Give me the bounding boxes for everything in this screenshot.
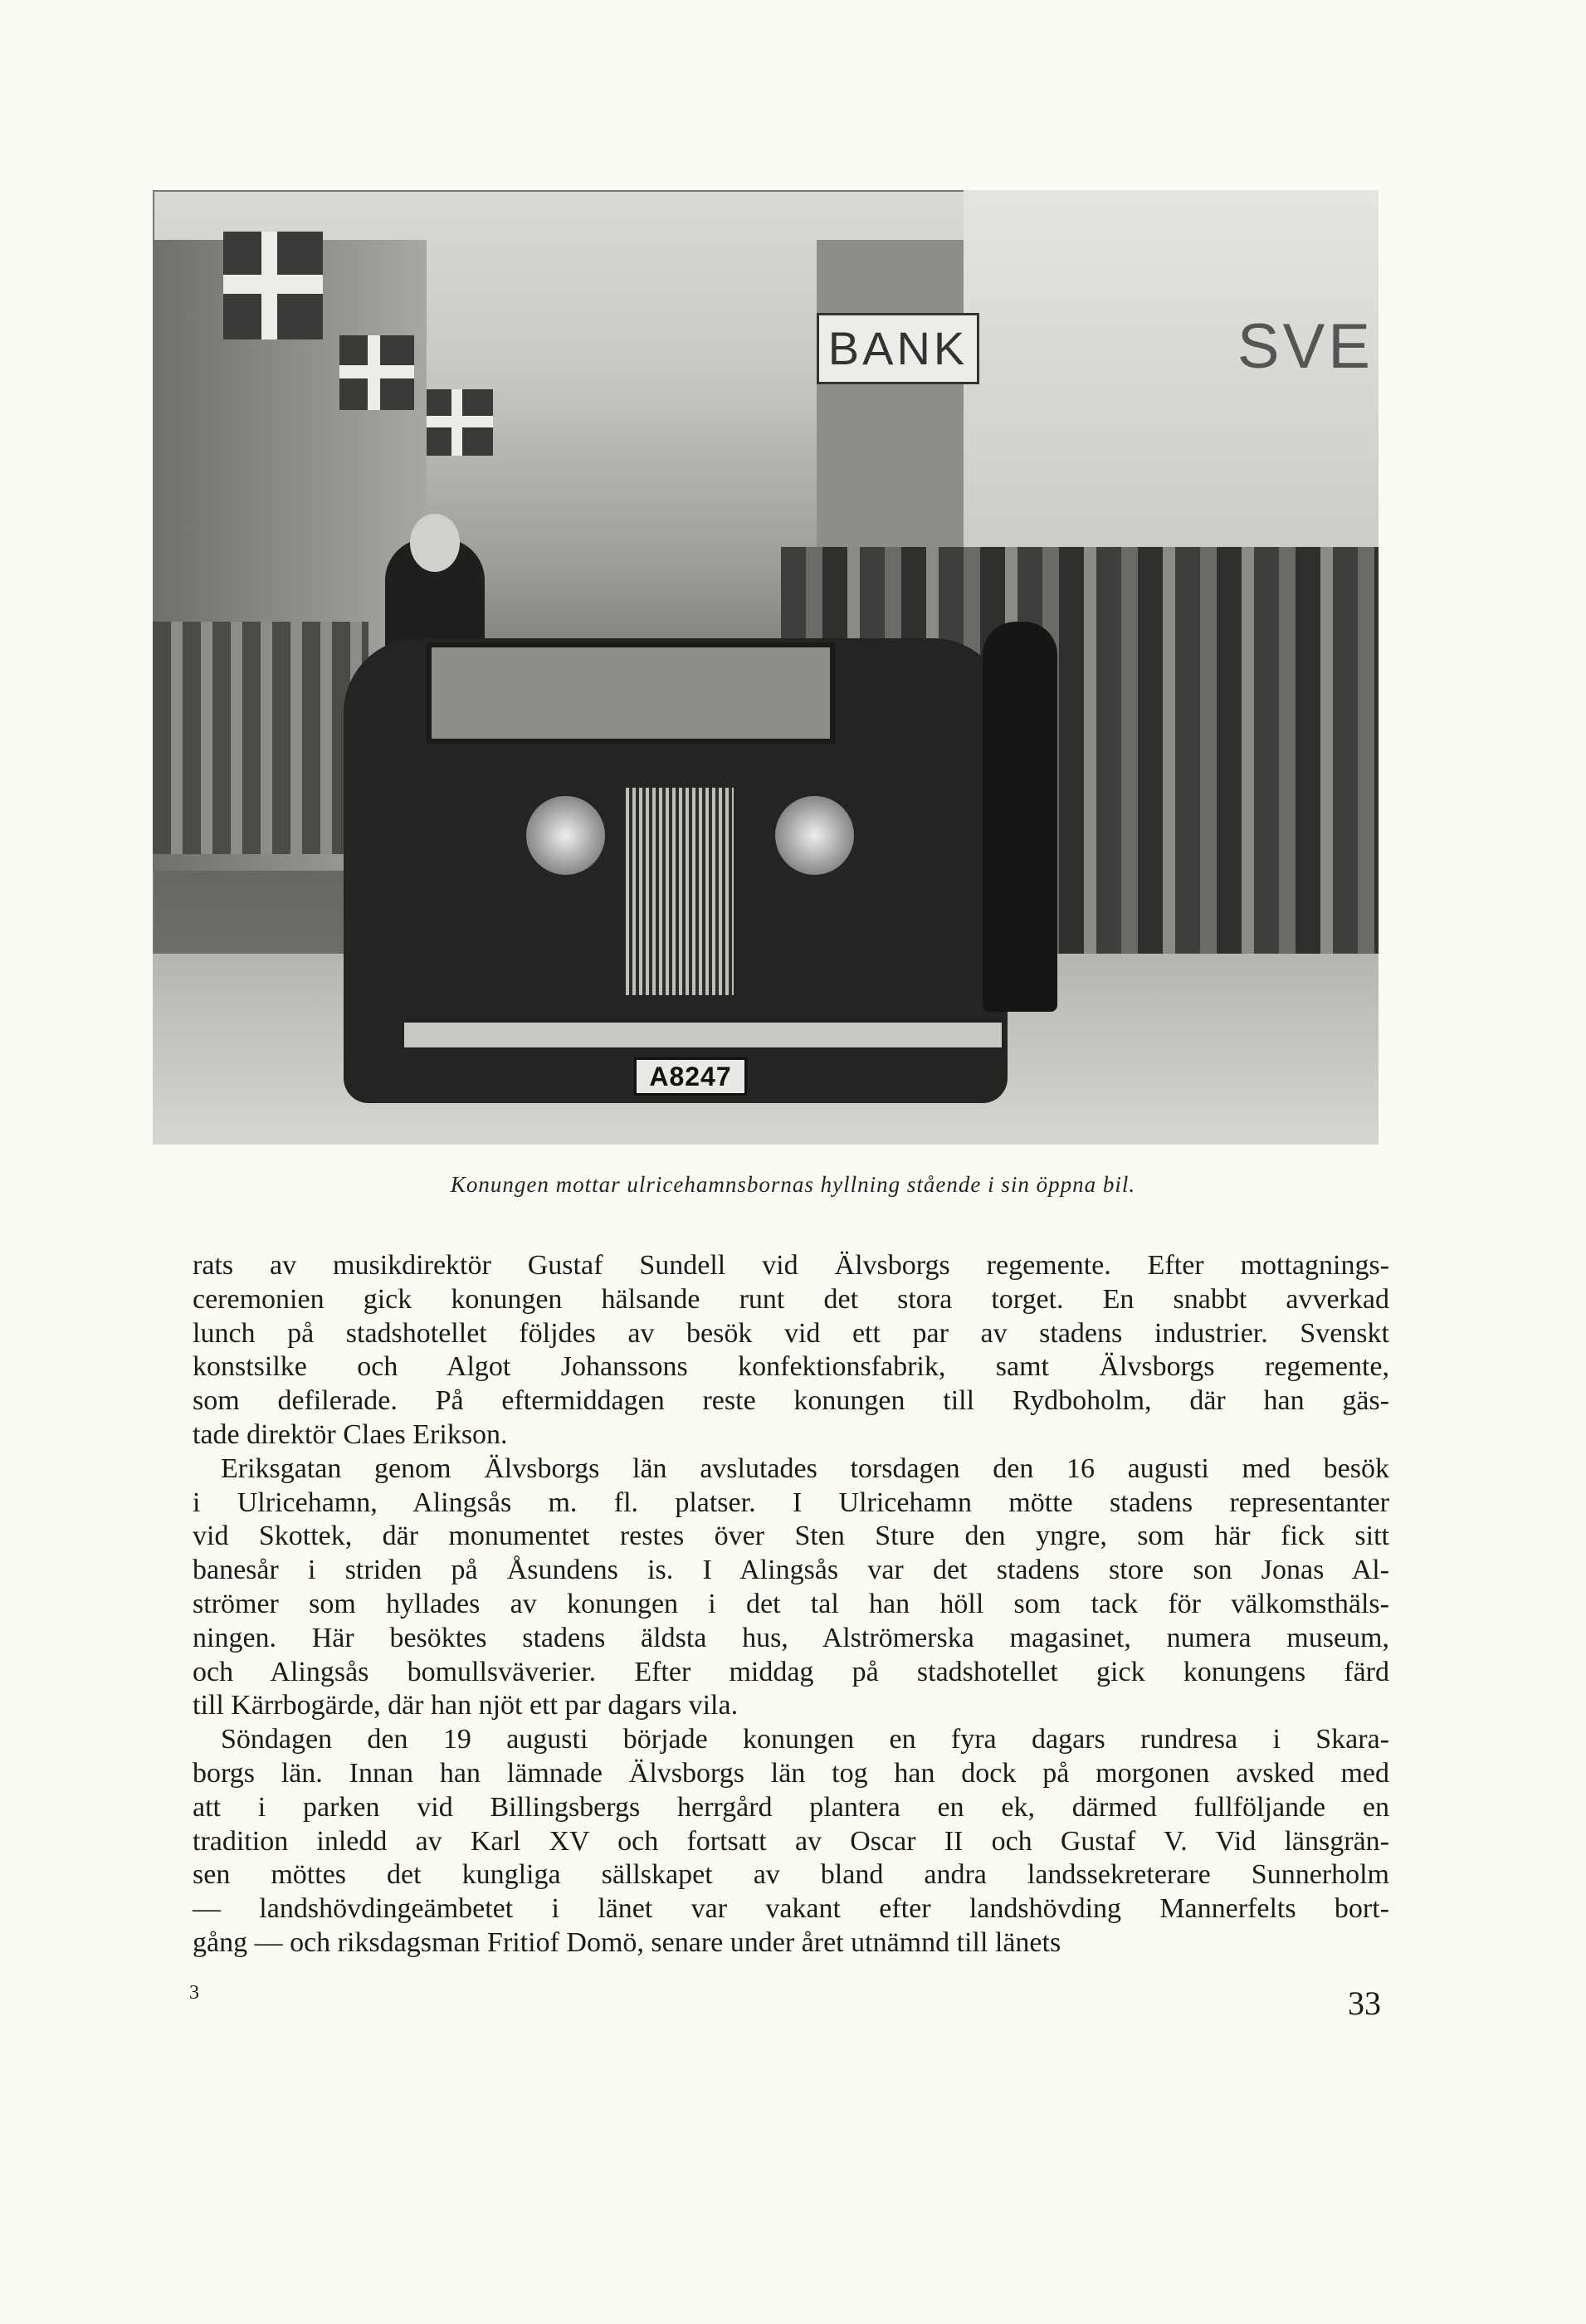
text-line: lunch på stadshotellet följdes av besök vid ett par av stadens industrier. Svenskt xyxy=(193,1317,1389,1349)
text-line: ceremonien gick konungen hälsande runt det stora torget. En snabbt avverkad xyxy=(193,1283,1389,1315)
body-text xyxy=(193,1249,1389,1960)
text-line: Eriksgatan genom Älvsborgs län avslutades torsdagen den 16 augusti med besök xyxy=(221,1452,1389,1484)
text-line: sen möttes det kungliga sällskapet av bland andra landssekreterare Sunnerholm xyxy=(193,1859,1389,1891)
swedish-flag xyxy=(223,232,323,339)
text-line: till Kärrbogärde, där han njöt ett par dagars vila. xyxy=(193,1690,739,1721)
page-number: 33 xyxy=(1348,1985,1381,2022)
text-line: konstsilke och Algot Johanssons konfektionsfabrik, samt Älvsborgs regemente, xyxy=(193,1351,1389,1383)
photo-caption: Konungen mottar ulricehamnsbornas hyllning stående i sin öppna bil. xyxy=(450,1172,1136,1197)
license-plate: A8247 xyxy=(634,1057,747,1096)
photograph-king-in-open-car xyxy=(153,190,1379,1145)
bank-sign: BANK xyxy=(817,313,979,384)
signature-mark: 3 xyxy=(189,1982,199,2004)
king-head xyxy=(410,514,460,572)
car-grille xyxy=(626,788,734,995)
text-line: borgs län. Innan han lämnade Älvsborgs län tog han dock på morgonen avsked med xyxy=(193,1757,1389,1789)
text-line: och Alingsås bomullsväverier. Efter middag på stadshotellet gick konungens färd xyxy=(193,1656,1389,1687)
text-line: strömer som hyllades av konungen i det tal han höll som tack för välkomsthäls- xyxy=(193,1588,1389,1619)
car-windshield xyxy=(427,642,835,744)
text-line: att i parken vid Billingsbergs herrgård plantera en ek, därmed fullföljande en xyxy=(193,1791,1389,1823)
text-line: Söndagen den 19 augusti började konungen en fyra dagars rundresa i Skara- xyxy=(221,1724,1389,1755)
crowd-left xyxy=(153,622,368,854)
text-line: som defilerade. På eftermiddagen reste konungen till Rydboholm, där han gäs- xyxy=(193,1385,1389,1417)
text-line: tade direktör Claes Erikson. xyxy=(193,1418,508,1450)
text-line: rats av musikdirektör Gustaf Sundell vid Älvsborgs regemente. Efter mottagnings- xyxy=(193,1250,1389,1281)
text-line: ningen. Här besöktes stadens äldsta hus, Alströmerska magasinet, numera museum, xyxy=(193,1622,1389,1653)
text-line: banesår i striden på Åsundens is. I Alingsås var det stadens store son Jonas Al- xyxy=(193,1555,1389,1586)
swedish-flag xyxy=(427,389,493,456)
police-officer xyxy=(983,622,1057,1012)
text-line: — landshövdingeämbetet i länet var vakant efter landshövding Mannerfelts bort- xyxy=(193,1893,1389,1925)
text-line: vid Skottek, där monumentet restes över Sten Sture den yngre, som här fick sitt xyxy=(193,1521,1389,1552)
headlamp xyxy=(775,796,854,875)
text-line: gång — och riksdagsman Fritiof Domö, senare under året utnämnd till länets xyxy=(193,1926,1061,1958)
text-line: tradition inledd av Karl XV och fortsatt av Oscar II och Gustaf V. Vid länsgrän- xyxy=(193,1825,1389,1857)
car-bumper xyxy=(402,1020,1004,1050)
swedish-flag xyxy=(339,335,414,410)
shop-sign: SVE xyxy=(1237,311,1374,382)
text-line: i Ulricehamn, Alingsås m. fl. platser. I Ulricehamn mötte stadens representanter xyxy=(193,1487,1389,1518)
headlamp xyxy=(526,796,605,875)
